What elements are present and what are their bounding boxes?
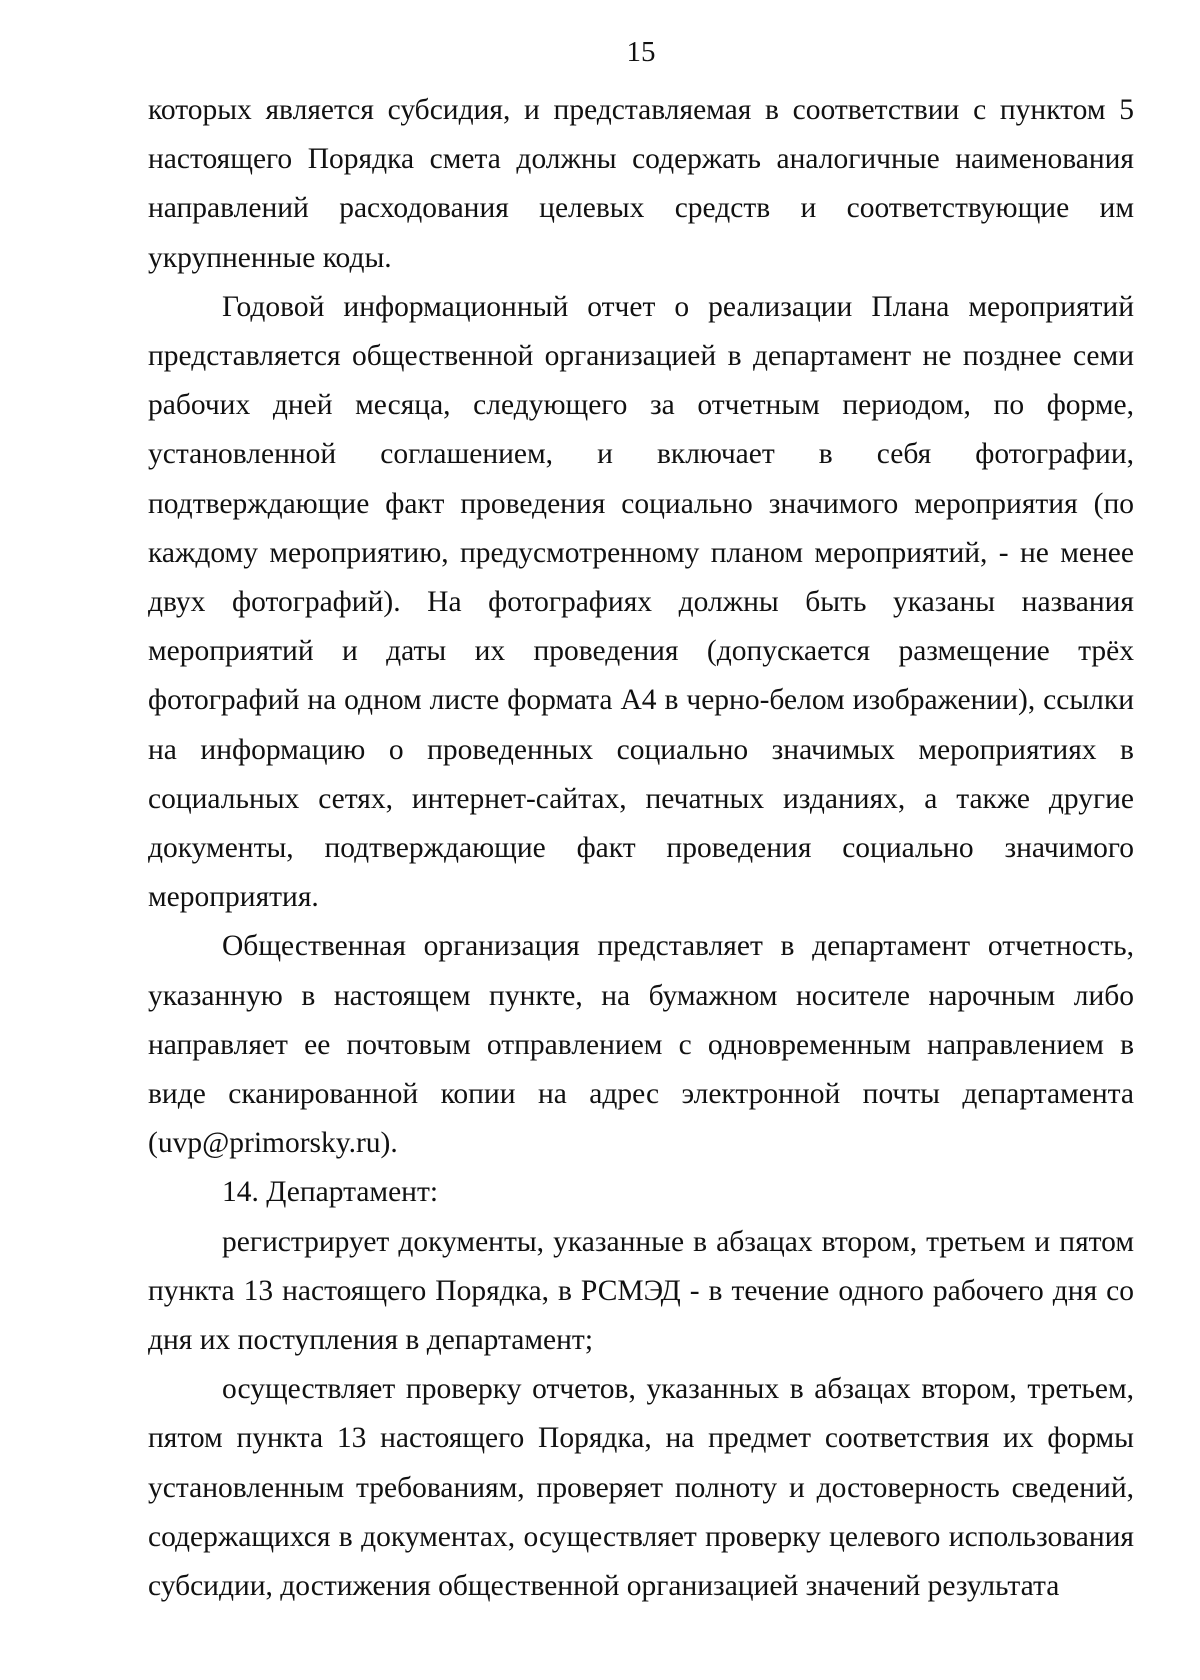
paragraph-registration: регистрирует документы, указанные в абзацах втором, третьем и пятом пункта 13 настоящего Порядка, в РСМЭД - в течение одного рабочего дня со дня их поступления в департамент; bbox=[148, 1225, 1134, 1357]
paragraph-item-14-heading: 14. Департамент: bbox=[222, 1176, 439, 1209]
paragraph-reporting-submission: Общественная организация представляет в департамент отчетность, указанную в настоящем пункте, на бумажном носителе нарочным либо направляет ее почтовым отправлением с одновременным направлением в виде сканированной копии на адрес электронной почты департамента (uvp@primorsky.ru). bbox=[148, 930, 1134, 1160]
paragraph-continuation: которых является субсидия, и представляемая в соответствии с пунктом 5 настоящего Порядка смета должны содержать аналогичные наименования направлений расходования целевых средств и соответствующие им укрупненные коды. bbox=[148, 94, 1134, 274]
paragraph-annual-report: Годовой информационный отчет о реализации Плана мероприятий представляется общественной организацией в департамент не позднее семи рабочих дней месяца, следующего за отчетным периодом, по форме, установленной соглашением, и включает в себя фотографии, подтверждающие факт проведения социально значимого мероприятия (по каждому мероприятию, предусмотренному планом мероприятий, - не менее двух фотографий). На фотографиях должны быть указаны названия мероприятий и даты их проведения (допускается размещение трёх фотографий на одном листе формата А4 в черно-белом изображении), ссылки на информацию о проведенных социально значимых мероприятиях в социальных сетях, интернет-сайтах, печатных изданиях, а также другие документы, подтверждающие факт проведения социально значимого мероприятия. bbox=[148, 290, 1134, 914]
paragraph-verification: осуществляет проверку отчетов, указанных в абзацах втором, третьем, пятом пункта 13 настоящего Порядка, на предмет соответствия их формы установленным требованиям, проверяет полноту и достоверность сведений, содержащихся в документах, осуществляет проверку целевого использования субсидии, достижения общественной организацией значений результата bbox=[148, 1373, 1134, 1603]
document-body bbox=[148, 86, 1134, 1611]
page-number: 15 bbox=[626, 36, 656, 68]
